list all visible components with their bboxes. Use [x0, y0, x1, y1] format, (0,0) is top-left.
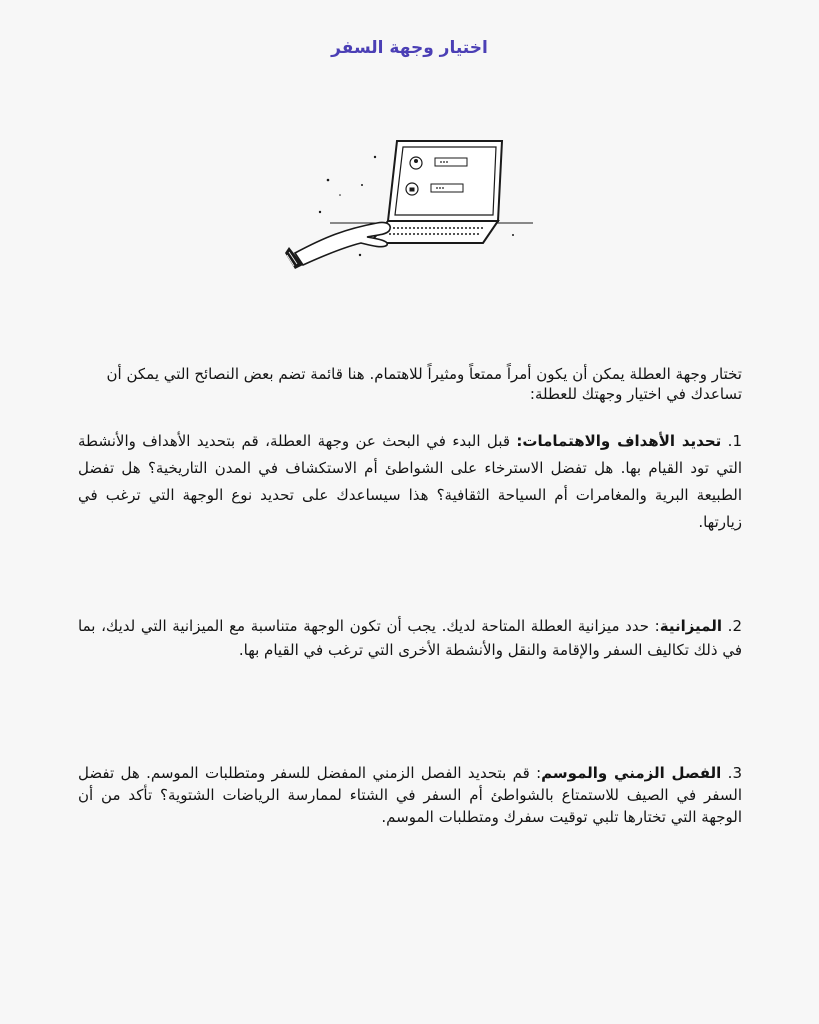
username-field: [435, 158, 467, 166]
tip-item-budget: [78, 614, 742, 662]
tip-heading: الفصل الزمني والموسم: [541, 764, 722, 782]
intro-paragraph: تختار وجهة العطلة يمكن أن يكون أمراً ممتعاً ومثيراً للاهتمام. هنا قائمة تضم بعض النصائح التي يمكن أن تساعدك في اختيار وجهتك للعطلة:: [106, 365, 742, 403]
tip-body: : قم بتحديد الفصل الزمني المفضل للسفر ومتطلبات الموسم. هل تفضل السفر في الصيف للاستمتاع بالشواطئ أم السفر في الشتاء لممارسة الرياضات الشتوية؟ تأكد من أن الوجهة التي تختارها تلبي توقيت سفرك ومتطلبات الموسم.: [78, 764, 742, 826]
tip-heading: الميزانية: [659, 617, 722, 635]
tip-item-season: [78, 762, 742, 828]
tip-number: 3.: [727, 764, 742, 782]
tip-body: : حدد ميزانية العطلة المتاحة لديك. يجب أن تكون الوجهة متناسبة مع الميزانية التي لديك، بما في ذلك تكاليف السفر والإقامة والنقل والأنشطة الأخرى التي ترغب في القيام بها.: [78, 617, 742, 659]
laptop-login-illustration: [285, 135, 535, 275]
tip-number: 1.: [727, 432, 742, 450]
password-field: [431, 184, 463, 192]
laptop-display: [395, 147, 496, 215]
hand-icon: [295, 222, 390, 265]
tip-body: قبل البدء في البحث عن وجهة العطلة، قم بتحديد الأهداف والأنشطة التي تود القيام بها. هل تفضل الاسترخاء على الشواطئ أم الاستكشاف في المدن التاريخية؟ هل تفضل الطبيعة البرية والمغامرات أم السياحة الثقافية؟ هذا سيساعدك على تحديد نوع الوجهة التي ترغب في زيارتها.: [78, 432, 742, 531]
tip-number: 2.: [727, 617, 742, 635]
tip-item-goals: [78, 428, 742, 536]
tip-heading: تحديد الأهداف والاهتمامات:: [516, 432, 722, 450]
page-title: اختيار وجهة السفر: [331, 38, 488, 58]
